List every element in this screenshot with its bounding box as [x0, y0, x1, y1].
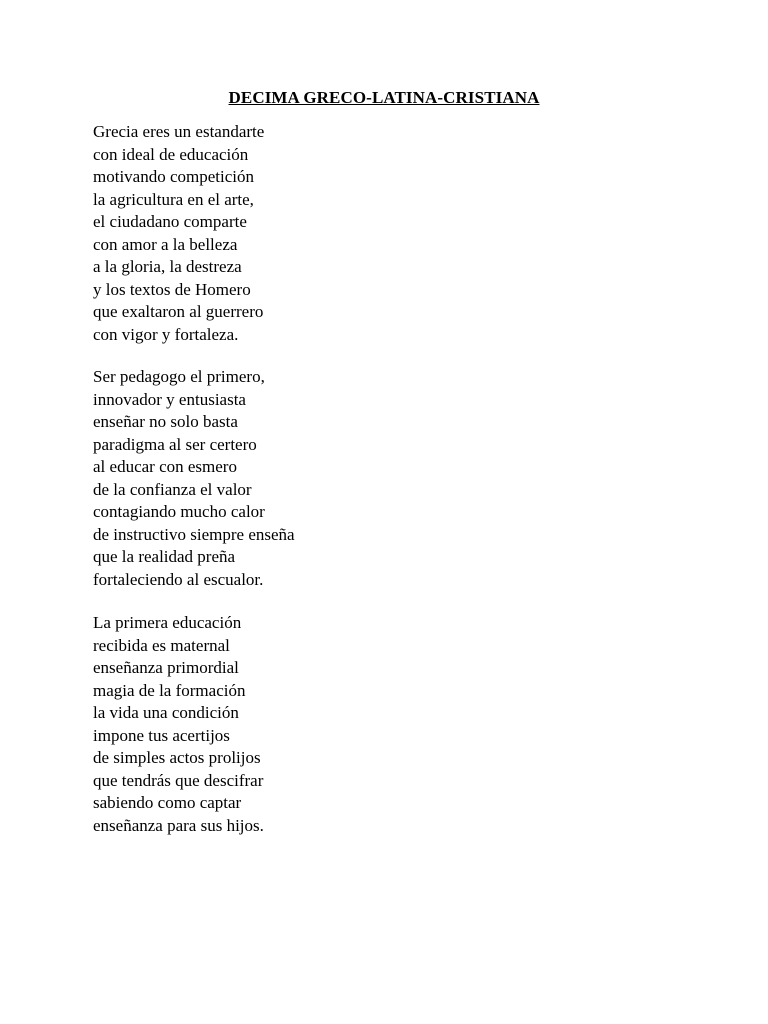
poem-line: de instructivo siempre enseña [93, 524, 295, 544]
poem-line: contagiando mucho calor [93, 502, 265, 521]
poem-line: la agricultura en el arte, [93, 189, 254, 209]
poem-line: innovador y entusiasta [93, 389, 246, 409]
poem-line: sabiendo como captar [93, 793, 242, 812]
poem-line: con vigor y fortaleza. [93, 324, 239, 344]
poem-line: paradigma al ser certero [93, 434, 257, 454]
poem-line: Ser pedagogo el primero, [93, 367, 265, 386]
poem-line: la vida una condición [93, 703, 239, 722]
poem-line: que la realidad preña [93, 547, 236, 566]
poem-line: con amor a la belleza [93, 234, 238, 254]
poem-line: enseñar no solo basta [93, 412, 238, 431]
stanza-1 [93, 121, 264, 346]
poem-line: fortaleciendo al escualor. [93, 569, 264, 589]
poem-line: enseñanza para sus hijos. [93, 815, 264, 835]
poem-line: Grecia eres un estandarte [93, 122, 265, 141]
poem-line: recibida es maternal [93, 635, 230, 655]
poem-line: de la confianza el valor [93, 479, 252, 499]
poem-line: y los textos de Homero [93, 279, 251, 299]
stanza-2 [93, 366, 295, 591]
poem-line: motivando competición [93, 167, 254, 186]
poem-line: que tendrás que descifrar [93, 770, 264, 790]
poem-line: que exaltaron al guerrero [93, 302, 264, 321]
poem-line: al educar con esmero [93, 457, 237, 476]
poem-line: de simples actos prolijos [93, 748, 261, 767]
poem-line: impone tus acertijos [93, 725, 230, 745]
poem-line: con ideal de educación [93, 144, 249, 164]
poem-line: el ciudadano comparte [93, 212, 247, 231]
poem-line: a la gloria, la destreza [93, 257, 242, 276]
document-title: DECIMA GRECO-LATINA-CRISTIANA [228, 88, 540, 107]
stanza-3 [93, 612, 264, 837]
poem-line: enseñanza primordial [93, 658, 239, 677]
poem-line: La primera educación [93, 613, 242, 632]
poem-line: magia de la formación [93, 680, 246, 700]
